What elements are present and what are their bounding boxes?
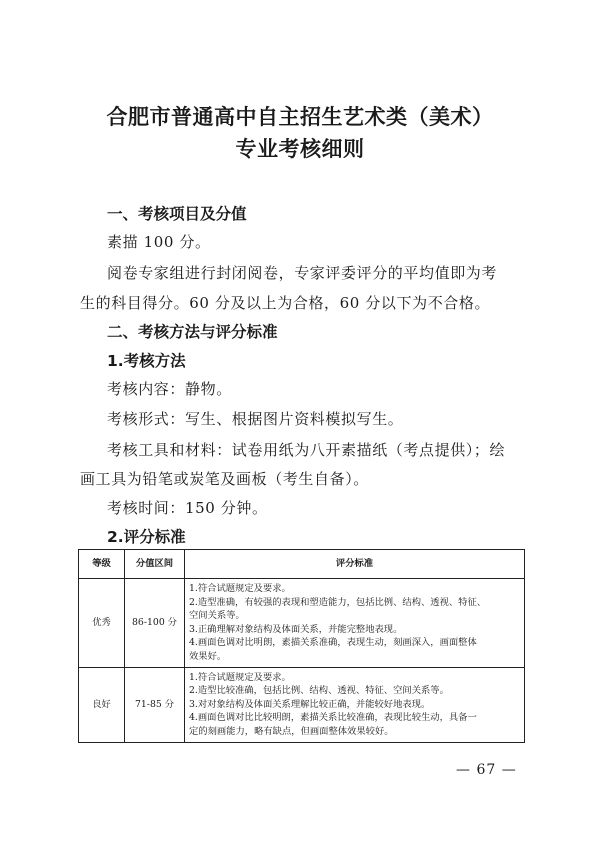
criteria-line: 3.对对象结构及体面关系理解比较正确，并能较好地表现。 [189,698,431,710]
criteria-line: 1.符合试题规定及要求。 [189,671,291,683]
section2-heading: 二、考核方法与评分标准 [107,323,278,341]
criteria-line: 3.正确理解对象结构及体面关系，并能完整地表现。 [189,623,403,635]
header-range: 分值区间 [125,550,185,579]
criteria-line: 4.画面色调对比比较明朗，素描关系比较准确，表现比较生动，具备一 [189,712,477,724]
criteria-line: 4.画面色调对比明朗，素描关系准确，表现生动，刻画深入，画面整体 [189,637,477,649]
grading-table [78,549,525,743]
section1-paragraph-line2: 生的科目得分。60 分及以上为合格，60 分以下为不合格。 [80,294,491,312]
subsection2-heading: 2.评分标准 [107,528,186,546]
exam-content-text: 考核内容：静物。 [107,380,232,398]
section1-paragraph-line1: 阅卷专家组进行封闭阅卷，专家评委评分的平均值即为考 [107,264,498,282]
header-grade: 等级 [79,550,125,579]
exam-tools-line2: 画工具为铅笔或炭笔及画板（考生自备）。 [80,470,369,488]
document-title-line2: 专业考核细则 [235,137,365,161]
criteria-line: 2.造型比较准确，包括比例、结构、透视、特征、空间关系等。 [189,685,449,697]
criteria-line: 效果好。 [189,650,227,662]
range-cell: 71-85 分 [125,667,185,742]
criteria-line: 空间关系等。 [189,610,245,622]
table-row [79,667,525,742]
range-cell: 86-100 分 [125,579,185,668]
page-number: — 67 — [456,762,517,778]
table-row [79,579,525,668]
section1-heading: 一、考核项目及分值 [107,205,247,223]
criteria-line: 1.符合试题规定及要求。 [189,583,291,594]
criteria-line: 2.造型准确，有较强的表现和塑造能力，包括比例、结构、透视、特征、 [189,596,487,608]
section1-score-text: 素描 100 分。 [107,233,211,251]
exam-tools-line1: 考核工具和材料：试卷用纸为八开素描纸（考点提供）；绘 [107,441,506,459]
subsection1-heading: 1.考核方法 [107,352,186,370]
grade-cell: 良好 [79,667,125,742]
header-criteria: 评分标准 [185,550,525,579]
exam-form-text: 考核形式：写生、根据图片资料模拟写生。 [107,410,404,428]
criteria-cell [185,667,525,742]
grade-cell: 优秀 [79,579,125,668]
table-header-row [79,550,525,579]
criteria-line: 定的刻画能力，略有缺点，但画面整体效果较好。 [189,725,394,737]
exam-time-text: 考核时间：150 分钟。 [107,499,268,517]
criteria-cell [185,579,525,668]
document-title-line1: 合肥市普通高中自主招生艺术类（美术） [106,105,494,129]
